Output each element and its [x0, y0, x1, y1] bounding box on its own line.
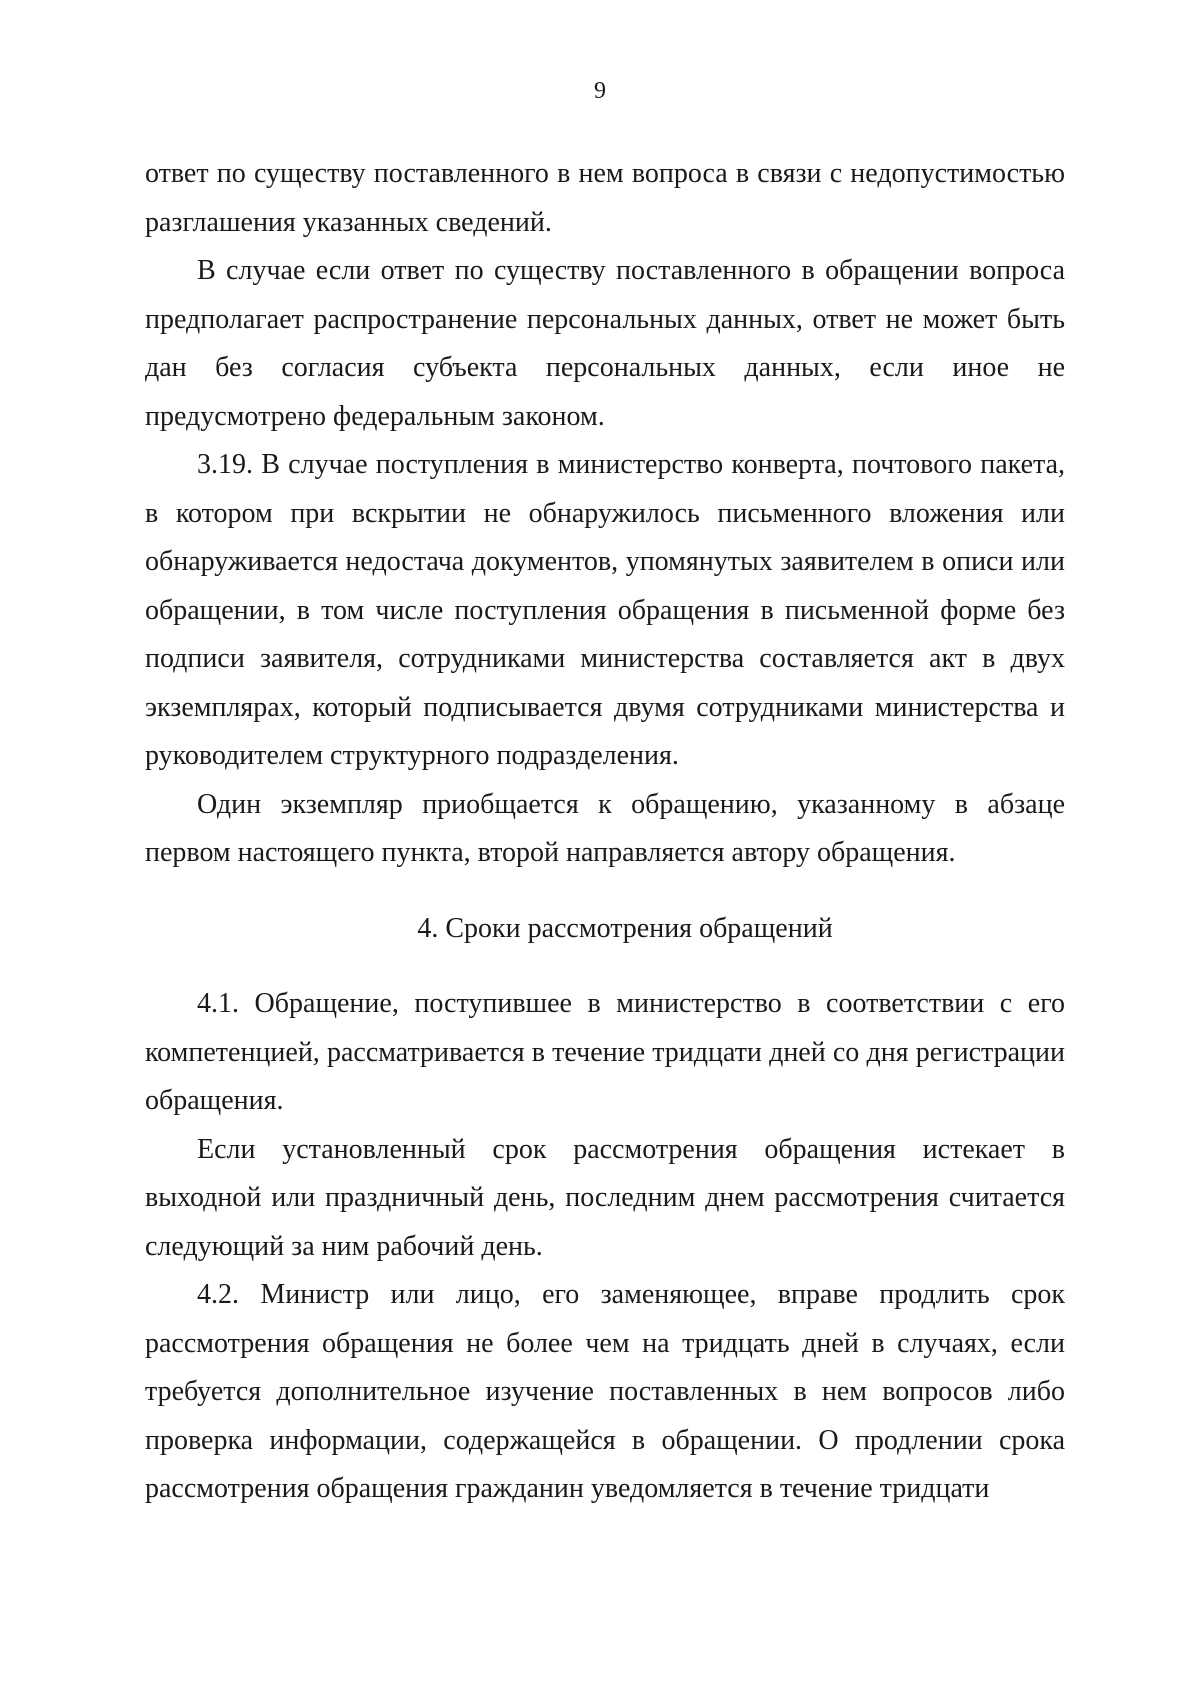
paragraph: Один экземпляр приобщается к обращению, указанному в абзаце первом настоящего пункта, второй направляется автору обращения.	[145, 788, 1065, 868]
document-body	[145, 150, 1065, 1514]
paragraph: Если установленный срок рассмотрения обращения истекает в выходной или праздничный день, последним днем рассмотрения считается следующий за ним рабочий день.	[145, 1133, 1065, 1262]
page-number: 9	[594, 78, 606, 104]
paragraph-clause-4-2: 4.2. Министр или лицо, его заменяющее, вправе продлить срок рассмотрения обращения не более чем на тридцать дней в случаях, если требуется дополнительное изучение поставленных в нем вопросов либо проверка информации, содержащейся в обращении. О продлении срока рассмотрения обращения гражданин уведомляется в течение тридцати	[145, 1279, 1065, 1504]
paragraph-clause-4-1: 4.1. Обращение, поступившее в министерство в соответствии с его компетенцией, рассматривается в течение тридцати дней со дня регистрации обращения.	[145, 988, 1065, 1116]
section-heading: 4. Сроки рассмотрения обращений	[417, 912, 833, 944]
paragraph: В случае если ответ по существу поставленного в обращении вопроса предполагает распространение персональных данных, ответ не может быть дан без согласия субъекта персональных данных, если иное не предусмотрено федеральным законом.	[145, 255, 1065, 432]
paragraph: ответ по существу поставленного в нем вопроса в связи с недопустимостью разглашения указанных сведений.	[145, 158, 1065, 238]
paragraph-clause-3-19: 3.19. В случае поступления в министерство конверта, почтового пакета, в котором при вскрытии не обнаружилось письменного вложения или обнаруживается недостача документов, упомянутых заявителем в описи или обращении, в том числе поступления обращения в письменной форме без подписи заявителя, сотрудниками министерства составляется акт в двух экземплярах, который подписывается двумя сотрудниками министерства и руководителем структурного подразделения.	[145, 449, 1065, 771]
